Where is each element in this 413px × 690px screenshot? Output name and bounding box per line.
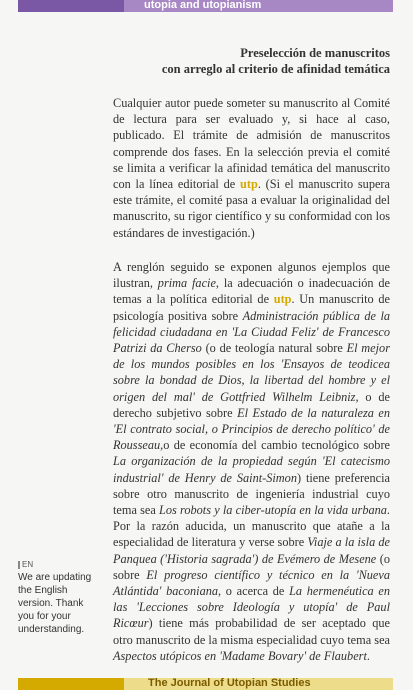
- italic-title: Los robots y la ciber-utopía en la vida urbana: [159, 503, 387, 518]
- text: ) tiene más probabilidad de ser aceptado que otro manuscrito de la misma especialidad cuyo tema sea: [113, 616, 390, 647]
- language-note-text: We are updating the English version. Thank you for your understanding.: [18, 572, 92, 635]
- text: , o acerca de: [218, 584, 290, 599]
- footer-title[interactable]: The Journal of Utopian Studies: [148, 677, 311, 689]
- italic-term: prima facie: [157, 276, 216, 291]
- paragraph-intro: [113, 95, 390, 241]
- text: , o de derecho subjetivo sobre: [113, 389, 391, 420]
- text: ) tiene preferencia sobre otro manuscrito de ingeniería industrial cuyo tema sea: [113, 470, 390, 518]
- italic-title: La organización de la propiedad según 'El catecismo industrial' de Henry de Saint-Simon: [113, 454, 390, 485]
- section-title-line2: con arreglo al criterio de afinidad temática: [161, 62, 390, 76]
- header-bar: [18, 0, 393, 12]
- language-switch[interactable]: [18, 558, 100, 571]
- footer-bar: [18, 678, 393, 690]
- text: ,o de economía del cambio tecnológico sobre: [160, 438, 390, 453]
- flag-icon: [18, 561, 20, 569]
- utp-link[interactable]: utp: [273, 292, 292, 307]
- text: , la adecuación o inadecuación de temas a la política editorial de: [113, 276, 390, 307]
- italic-title: Aspectos utópicos en 'Madame Bovary' de Flaubert: [113, 648, 367, 663]
- paragraph-examples: [113, 259, 390, 664]
- text: A renglón seguido se exponen algunos ejemplos que ilustran,: [113, 260, 390, 291]
- text: . Por la razón aducida, un manuscrito que atañe a la especialidad de literatura y verse sobre: [113, 503, 390, 550]
- italic-title: La hermenéutica en las 'Lecciones sobre Ideología y utopía' de Paul Ricœur: [113, 584, 391, 631]
- italic-title: Administración pública de la felicidad ciudadana en 'La Ciudad Feliz' de Francesco Patrizi da Cherso: [113, 308, 391, 356]
- header-title[interactable]: utopia and utopianism: [144, 0, 262, 11]
- header-swatch: [18, 0, 124, 12]
- language-label[interactable]: EN: [22, 560, 34, 569]
- italic-title: El progreso científico y técnico en la 'Nueva Atlántida' baconiana: [113, 567, 390, 599]
- text: (o de teología natural sobre: [201, 341, 347, 356]
- footer-swatch: [18, 678, 124, 690]
- text: .: [366, 648, 370, 663]
- text: Cualquier autor puede someter su manuscrito al Comité de lectura para ser evaluado y, si hace al caso, publicado. El trámite de admisión de manuscritos comprende dos fases. En la selección previa el comité se limita a verificar la afinidad temática del manuscrito con la línea editorial de: [113, 96, 390, 192]
- section-title-line1: Preselección de manuscritos: [240, 46, 390, 60]
- italic-title: Viaje a la isla de Panquea ('Historia sagrada') de Evémero de Mesene: [113, 535, 390, 566]
- italic-title: El mejor de los mundos posibles en los 'Ensayos de teodicea sobre la bondad de Dios, la libertad del hombre y el origen del mal' de Gottfried Wilhelm Leibniz: [113, 341, 390, 404]
- text: (o sobre: [113, 551, 390, 582]
- italic-title: El Estado de la naturaleza en 'El contrato social, o Principios de derecho político' de Rousseau: [113, 405, 391, 453]
- text: . Un manuscrito de psicología positiva sobre: [113, 292, 390, 323]
- text: . (Si el manuscrito supera este trámite, el comité pasa a evaluar la originalidad del manuscrito, su rigor científico y su conformidad con los estándares de investigación.): [113, 177, 390, 240]
- section-title: [100, 45, 390, 77]
- language-note: [18, 558, 100, 636]
- utp-link[interactable]: utp: [240, 177, 258, 192]
